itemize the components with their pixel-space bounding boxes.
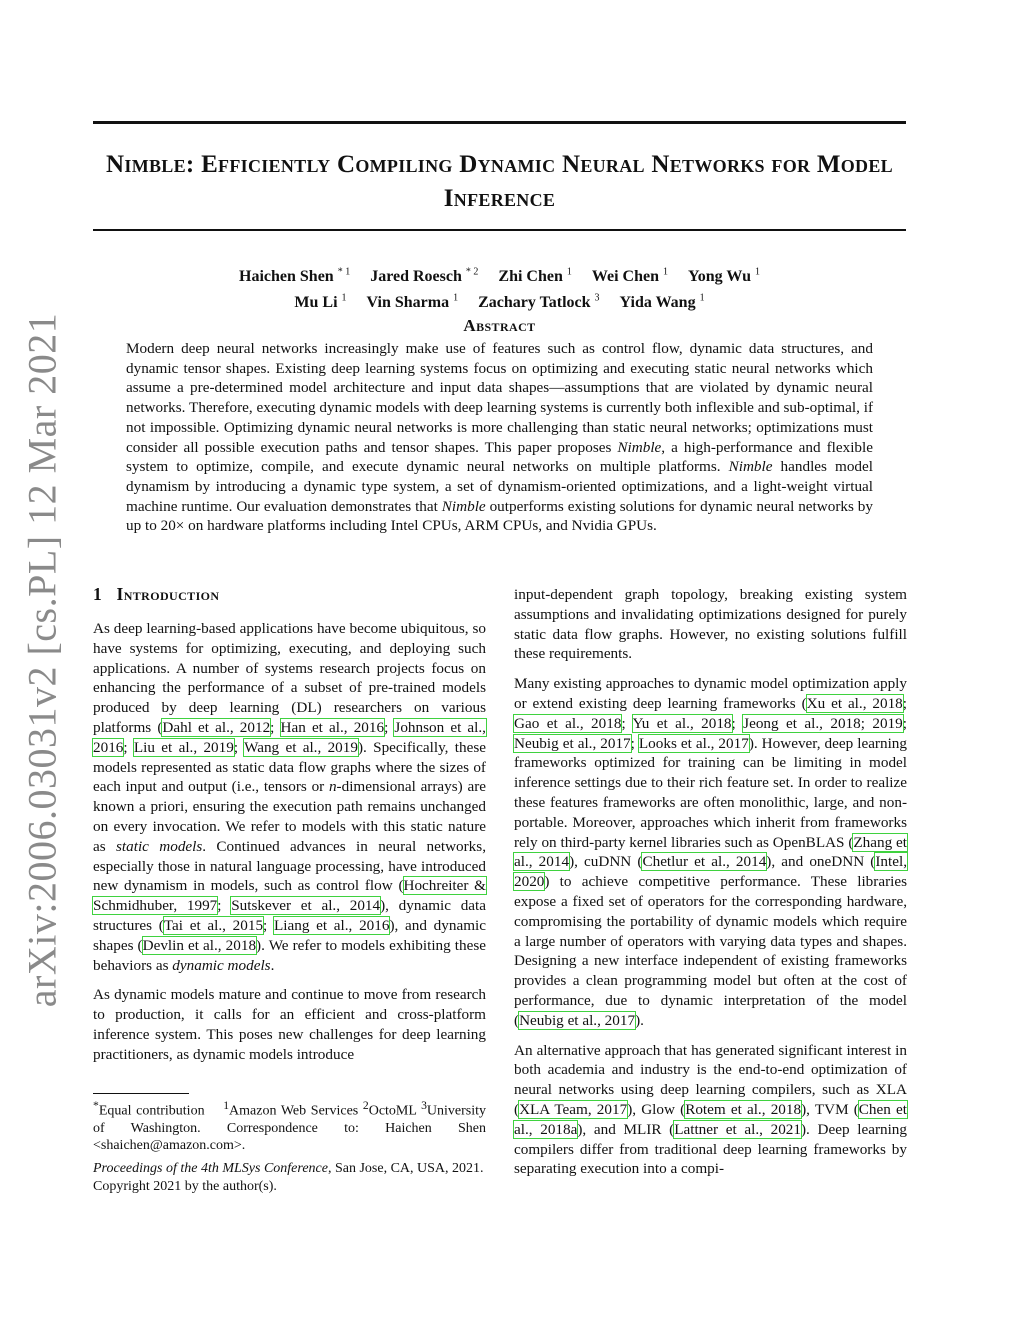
citation-link[interactable]: Zhang et al., 2014 xyxy=(514,833,908,871)
citation-link[interactable]: Neubig et al., 2017 xyxy=(514,734,631,752)
title-bottom-rule xyxy=(93,229,906,231)
citation-link[interactable]: Xu et al., 2018 xyxy=(806,694,903,712)
author: Wei Chen $^1$ xyxy=(591,267,668,286)
citation-link[interactable]: Chen et al., 2018a xyxy=(514,1100,907,1138)
citation-link[interactable]: Lattner et al., 2021 xyxy=(674,1120,801,1138)
paper-title: Nimble: Efficiently Compiling Dynamic Neural Networks for Model Inference xyxy=(106,151,893,212)
citation-link[interactable]: XLA Team, 2017 xyxy=(519,1100,628,1118)
citation-link[interactable]: Jeong et al., 2018; 2019 xyxy=(743,714,903,732)
citation-link[interactable]: Looks et al., 2017 xyxy=(638,734,749,752)
citation-link[interactable]: Wang et al., 2019 xyxy=(244,738,358,756)
citation-link[interactable]: Dahl et al., 2012 xyxy=(162,718,271,736)
footnote: *Equal contribution $^1$Amazon Web Services $^2$OctoML $^3$University of Washington. Correspondence to: Haichen Shen <shaichen@amazon.com>. xyxy=(93,1099,487,1153)
title-top-rule xyxy=(93,121,906,124)
citation-link[interactable]: Intel, 2020 xyxy=(514,853,907,891)
abstract-body: Modern deep neural networks increasingly make use of features such as control flow, dynamic data structures, and dynamic tensor shapes. Existing deep learning systems focus on optimizing and executing static neural networks which assume a pre-determined model architecture and input data shapes—assumptions that are violated by dynamic neural networks. Therefore, executing dynamic models with deep learning systems is currently both inflexible and sub-optimal, if not impossible. Optimizing dynamic neural networks is more challenging than static neural networks; optimizations must consider all possible execution paths and tensor shapes. This paper proposes Nimble, a high-performance and flexible system to optimize, compile, and execute dynamic neural networks on multiple platforms. Nimble handles model dynamism by introducing a dynamic type system, a set of dynamism-oriented optimizations, and a light-weight virtual machine runtime. Our evaluation demonstrates that Nimble outperforms existing solutions for dynamic neural networks by up to 20× on hardware platforms including Intel CPUs, ARM CPUs, and Nvidia GPUs. xyxy=(126,340,873,535)
citation-link[interactable]: Liu et al., 2019 xyxy=(133,738,234,756)
section-heading: 1 Introduction xyxy=(93,584,220,604)
author-line-2 xyxy=(93,287,906,312)
arxiv-id: arXiv:2006.03031v2 [cs.PL] 12 Mar 2021 xyxy=(19,312,65,1008)
citation-link[interactable]: Yu et al., 2018 xyxy=(632,714,732,732)
citation-link[interactable]: Hochreiter & Schmidhuber, 1997 xyxy=(93,877,486,915)
paragraph: As dynamic models mature and continue to move from research to production, it calls for an efficient and cross-platform inference system. This poses new challenges for deep learning practitioners, as dynamic models introduce xyxy=(93,986,486,1063)
author: Zachary Tatlock $^3$ xyxy=(478,292,600,311)
citation-link[interactable]: Gao et al., 2018 xyxy=(514,714,622,732)
citation-link[interactable]: Neubig et al., 2017 xyxy=(519,1011,636,1029)
citation-link[interactable]: Johnson et al., 2016 xyxy=(93,718,486,756)
paragraph: As deep learning-based applications have become ubiquitous, so have systems for optimizing, executing, and deploying such applications. A number of systems research projects focus on enhancing the performance of a subset of pre-trained models produced by deep learning (DL) researchers on various platforms (Dahl et al., 2012; Han et al., 2016; Johnson et al., 2016; Liu et al., 2019; Wang et al., 2019). Specifically, these models represented as static data flow graphs where the sizes of each input and output (i.e., tensors or n-dimensional arrays) are known a priori, ensuring the execution path remains unchanged on every invocation. We refer to models with this static nature as static models. Continued advances in neural networks, especially those in natural language processing, have introduced new dynamism in models, such as control flow (Hochreiter & Schmidhuber, 1997; Sutskever et al., 2014), dynamic data structures (Tai et al., 2015; Liang et al., 2016), and dynamic shapes (Devlin et al., 2018). We refer to models exhibiting these behaviors as dynamic models. xyxy=(93,620,486,974)
author: Haichen Shen $^{* 1}$ xyxy=(239,267,351,286)
citation-link[interactable]: Han et al., 2016 xyxy=(280,718,385,736)
citation-link[interactable]: Tai et al., 2015 xyxy=(163,916,264,934)
arxiv-watermark xyxy=(12,312,72,1008)
citation-link[interactable]: Devlin et al., 2018 xyxy=(142,936,257,954)
intro-right-column xyxy=(514,585,907,1189)
author-line-1 xyxy=(93,262,906,287)
citation-link[interactable]: Liang et al., 2016 xyxy=(273,916,390,934)
paragraph: input-dependent graph topology, breaking existing system assumptions and invalidating optimizations designed for purely static data flow graphs. However, no existing solutions fulfill these requirements. xyxy=(514,586,907,663)
citation-link[interactable]: Chetlur et al., 2014 xyxy=(642,853,767,871)
footnote-rule xyxy=(93,1093,189,1094)
author: Mu Li $^1$ xyxy=(294,292,347,311)
abstract-heading: Abstract xyxy=(463,316,536,335)
author: Yong Wu $^1$ xyxy=(687,267,760,286)
author: Jared Roesch $^{* 2}$ xyxy=(370,267,479,286)
author: Zhi Chen $^1$ xyxy=(498,267,572,286)
paragraph: Many existing approaches to dynamic model optimization apply or extend existing deep learning frameworks (Xu et al., 2018; Gao et al., 2018; Yu et al., 2018; Jeong et al., 2018; 2019; Neubig et al., 2017; Looks et al., 2017). However, deep learning frameworks optimized for training can be limiting in model inference settings due to their rich feature set. In order to realize these features frameworks are often monolithic, large, and non-portable. Moreover, approaches which inherit from frameworks rely on third-party kernel libraries such as OpenBLAS (Zhang et al., 2014), cuDNN (Chetlur et al., 2014), and oneDNN (Intel, 2020) to achieve competitive performance. These libraries expose a fixed set of operators for the corresponding hardware, compromising the portability of dynamic models which require a large number of operators with varying data types and shapes. Designing a new interface independent of existing frameworks provides a clean programming model but often at the cost of performance, due to dynamic interpretation of the model (Neubig et al., 2017). xyxy=(514,675,908,1029)
author: Vin Sharma $^1$ xyxy=(366,292,459,311)
proceedings-note: Proceedings of the 4th MLSys Conference, San Jose, CA, USA, 2021. Copyright 2021 by the author(s). xyxy=(93,1161,484,1194)
author: Yida Wang $^1$ xyxy=(619,292,705,311)
citation-link[interactable]: Rotem et al., 2018 xyxy=(685,1100,802,1118)
intro-left-column xyxy=(93,619,486,1075)
paragraph: An alternative approach that has generated significant interest in both academia and industry is the end-to-end optimization of neural networks using deep learning compilers, such as XLA (XLA Team, 2017), Glow (Rotem et al., 2018), TVM (Chen et al., 2018a), and MLIR (Lattner et al., 2021). Deep learning compilers differ from traditional deep learning frameworks by separating execution into a compi- xyxy=(514,1041,907,1178)
author-block xyxy=(93,262,906,313)
citation-link[interactable]: Sutskever et al., 2014 xyxy=(231,897,381,915)
